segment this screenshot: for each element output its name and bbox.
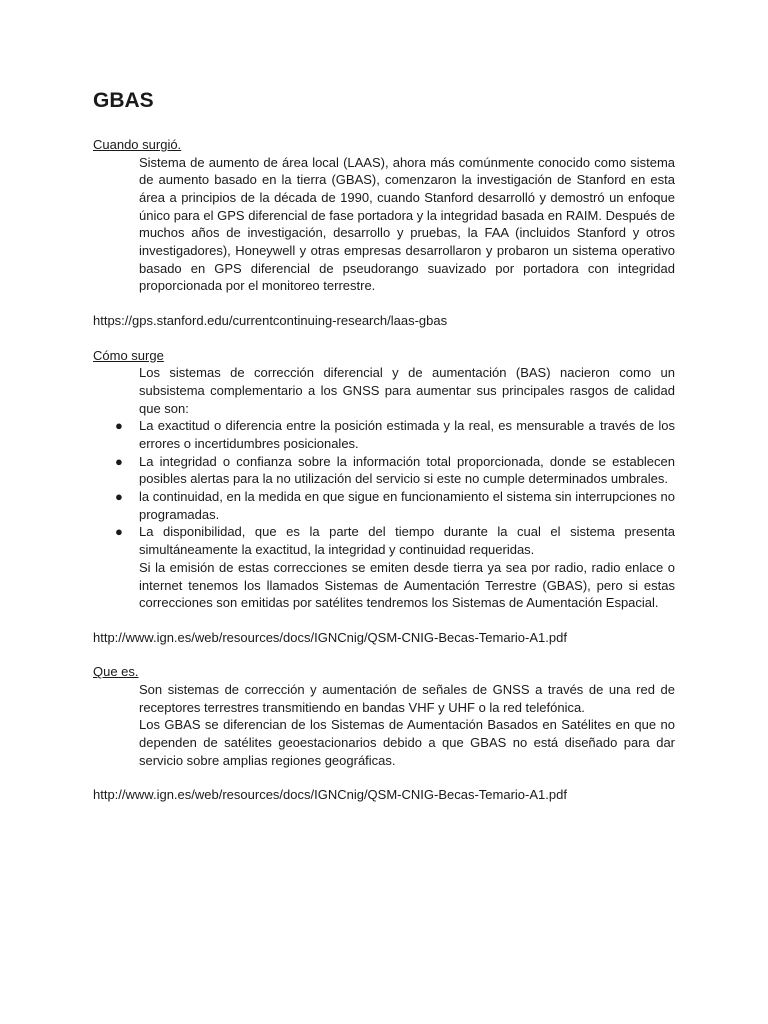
list-item-text: la continuidad, en la medida en que sigue en funcionamiento el sistema sin interrupciones no programadas.	[139, 489, 675, 522]
source-link-ign-1[interactable]: http://www.ign.es/web/resources/docs/IGNCnig/QSM-CNIG-Becas-Temario-A1.pdf	[93, 629, 567, 645]
list-item	[93, 523, 675, 558]
section-outro-como-surge	[139, 559, 675, 612]
section-body-que-es	[139, 681, 675, 770]
paragraph: Si la emisión de estas correcciones se emiten desde tierra ya sea por radio, radio enlace o internet tenemos los llamados Sistemas de Aumentación Terrestre (GBAS), pero si estas correcciones son emitidas por satélites tendremos los Sistemas de Aumentación Espacial.	[139, 559, 675, 611]
bullet-icon: ●	[115, 489, 123, 505]
section-heading-como-surge: Cómo surge	[93, 347, 164, 363]
paragraph: Sistema de aumento de área local (LAAS), ahora más comúnmente conocido como sistema de aumento basado en la tierra (GBAS), comenzaron la investigación de Stanford en esta área a principios de la década de 1990, cuando Stanford desarrolló y demostró un enfoque único para el GPS diferencial de fase portadora y la integridad basada en RAIM. Después de muchos años de investigación, desarrollo y pruebas, la FAA (incluidos Stanford y otros investigadores), Honeywell y otras empresas desarrollaron y probaron un sistema operativo basado en GPS diferencial de pseudorango suavizado por portadora con integridad proporcionada por el monitoreo terrestre.	[139, 154, 675, 294]
list-item	[93, 453, 675, 488]
paragraph: Son sistemas de corrección y aumentación de señales de GNSS a través de una red de receptores terrestres transmitiendo en bandas VHF y UHF o la red telefónica.	[139, 681, 675, 715]
page-title: GBAS	[93, 89, 154, 112]
bullet-icon: ●	[115, 418, 123, 434]
list-item	[93, 417, 675, 452]
section-body-cuando-surgio	[139, 154, 675, 296]
paragraph: Los GBAS se diferencian de los Sistemas de Aumentación Basados en Satélites en que no dependen de satélites geoestacionarios debido a que GBAS no está diseñado para dar servicio sobre amplias regiones geográficas.	[139, 717, 675, 768]
bullet-icon: ●	[115, 524, 123, 540]
source-link-ign-2[interactable]: http://www.ign.es/web/resources/docs/IGNCnig/QSM-CNIG-Becas-Temario-A1.pdf	[93, 787, 567, 803]
quality-traits-list	[93, 417, 675, 559]
document-page	[93, 88, 675, 804]
list-item-text: La disponibilidad, que es la parte del tiempo durante la cual el sistema presenta simultáneamente la exactitud, la integridad y continuidad requeridas.	[139, 524, 675, 558]
section-heading-que-es: Que es.	[93, 664, 139, 680]
paragraph: Los sistemas de corrección diferencial y de aumentación (BAS) nacieron como un subsistema complementario a los GNSS para aumentar sus principales rasgos de calidad que son:	[139, 365, 675, 416]
source-link-stanford[interactable]: https://gps.stanford.edu/currentcontinuing-research/laas-gbas	[93, 313, 448, 329]
list-item	[93, 488, 675, 523]
bullet-icon: ●	[115, 453, 123, 469]
section-intro-como-surge	[139, 364, 675, 417]
section-heading-cuando-surgio: Cuando surgió.	[93, 137, 182, 152]
list-item-text: La integridad o confianza sobre la información total proporcionada, donde se establecen posibles alertas para la no utilización del servicio si este no cumple determinados umbrales.	[139, 453, 675, 487]
list-item-text: La exactitud o diferencia entre la posición estimada y la real, es mensurable a través de los errores o incertidumbres posicionales.	[139, 418, 675, 451]
